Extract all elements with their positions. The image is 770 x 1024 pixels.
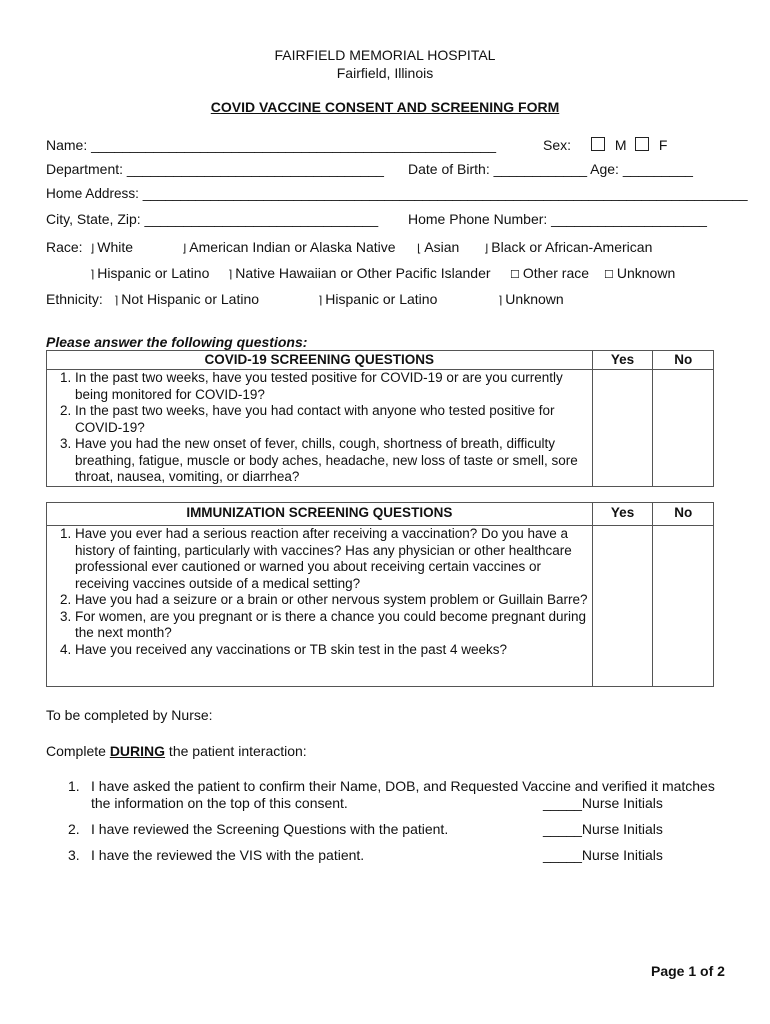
sex-label: Sex: (543, 137, 572, 153)
race-option-unknown[interactable]: ☐ Unknown (604, 265, 676, 281)
immunization-yes-header: Yes (592, 503, 653, 526)
race-option-white[interactable]: ⌋ White (90, 239, 134, 255)
instructions: Please answer the following questions: (46, 334, 308, 350)
name-field[interactable]: Name: ____________________________________________________ (46, 137, 497, 153)
nurse-item-text: I have asked the patient to confirm their Name, DOB, and Requested Vaccine and verified it matches (91, 778, 715, 794)
covid-question: 3. Have you had the new onset of fever, chills, cough, shortness of breath, difficulty breathing, fatigue, muscle or body aches, headache, new loss of taste or smell, sore throat, nausea, vomiting, or diarrhea? (75, 436, 592, 486)
nurse-intro: To be completed by Nurse: (46, 707, 213, 723)
covid-screening-table (46, 350, 714, 487)
checkbox-icon[interactable]: ⌉ (90, 269, 95, 281)
checkbox-icon[interactable]: ⌉ (228, 269, 233, 281)
sex-f-label: F (658, 137, 668, 153)
race-option-black[interactable]: ⌋ Black or African-American (484, 239, 653, 255)
ethnicity-option-unknown[interactable]: ⌉ Unknown (498, 291, 564, 307)
immunization-question: 2. Have you had a seizure or a brain or other nervous system problem or Guillain Barre? (75, 592, 592, 609)
sex-f-option[interactable] (635, 137, 667, 153)
immunization-no-header: No (653, 503, 714, 526)
form-title: COVID VACCINE CONSENT AND SCREENING FORM (210, 99, 560, 115)
checkbox-icon[interactable]: ⌉ (318, 295, 323, 307)
race-option-hispanic[interactable]: ⌉ Hispanic or Latino (90, 265, 210, 281)
during-emphasis: DURING (109, 743, 166, 759)
nurse-initials-field[interactable]: _____Nurse Initials (543, 847, 663, 863)
covid-yes-cell[interactable] (592, 370, 653, 487)
race-option-american-indian[interactable]: ⌋ American Indian or Alaska Native (182, 239, 396, 255)
sex-m-label: M (614, 137, 627, 153)
immunization-question-list (47, 526, 592, 658)
hospital-name: FAIRFIELD MEMORIAL HOSPITAL (274, 47, 496, 63)
checkbox-icon[interactable]: ⌋ (182, 243, 187, 255)
department-field[interactable]: Department: _________________________________ (46, 161, 384, 177)
immunization-screening-table (46, 502, 714, 687)
covid-yes-header: Yes (592, 351, 653, 370)
checkbox-icon[interactable] (591, 137, 605, 151)
race-option-native-hawaiian[interactable]: ⌉ Native Hawaiian or Other Pacific Islander (228, 265, 491, 281)
hospital-city: Fairfield, Illinois (336, 65, 434, 81)
race-label: Race: (46, 239, 83, 255)
immunization-question: 3. For women, are you pregnant or is there a chance you could become pregnant during the next month? (75, 609, 592, 642)
immunization-no-cell[interactable] (653, 526, 714, 687)
race-option-asian[interactable]: ⌊ Asian (417, 239, 460, 255)
race-option-other[interactable]: ☐ Other race (510, 265, 590, 281)
covid-question: 2. In the past two weeks, have you had contact with anyone who tested positive for COVID-19? (75, 403, 592, 436)
immunization-yes-cell[interactable] (592, 526, 653, 687)
nurse-initials-field[interactable]: _____Nurse Initials (543, 795, 663, 811)
sex-m-option[interactable] (591, 137, 627, 153)
immunization-table-header: IMMUNIZATION SCREENING QUESTIONS (47, 503, 593, 526)
nurse-item-text: I have reviewed the Screening Questions with the patient. (91, 821, 449, 837)
checkbox-icon[interactable]: ☐ (604, 269, 614, 281)
checkbox-icon[interactable]: ⌋ (484, 243, 489, 255)
checkbox-icon[interactable]: ⌋ (90, 243, 95, 255)
nurse-item-text: I have the reviewed the VIS with the patient. (91, 847, 365, 863)
nurse-complete-instruction: Complete DURING the patient interaction: (46, 743, 307, 759)
ethnicity-option-hispanic[interactable]: ⌉ Hispanic or Latino (318, 291, 438, 307)
nurse-item-number: 3. (68, 847, 80, 863)
nurse-initials-field[interactable]: _____Nurse Initials (543, 821, 663, 837)
checkbox-icon[interactable]: ⌊ (417, 243, 422, 255)
checkbox-icon[interactable] (635, 137, 649, 151)
covid-question-list (47, 370, 592, 486)
immunization-question: 1. Have you ever had a serious reaction after receiving a vaccination? Do you have a history of fainting, particularly with vaccines? Has any physician or other healthcare professional ever cautioned or warned you about receiving certain vaccines or receiving vaccines outside of a medical setting? (75, 526, 592, 592)
ethnicity-label: Ethnicity: (46, 291, 103, 307)
checkbox-icon[interactable]: ⌉ (114, 295, 119, 307)
immunization-question: 4. Have you received any vaccinations or TB skin test in the past 4 weeks? (75, 642, 592, 659)
nurse-item-number: 1. (68, 778, 80, 794)
city-state-zip-field[interactable]: City, State, Zip: ______________________________ (46, 211, 379, 227)
checkbox-icon[interactable]: ☐ (510, 269, 520, 281)
nurse-item-text: the information on the top of this consent. (91, 795, 348, 811)
covid-no-header: No (653, 351, 714, 370)
nurse-item-number: 2. (68, 821, 80, 837)
dob-age-field[interactable]: Date of Birth: ____________ Age: _________ (408, 161, 693, 177)
home-address-field[interactable]: Home Address: ________________________________________________________________________________ (46, 186, 748, 201)
covid-question: 1. In the past two weeks, have you tested positive for COVID-19 or are you currently being monitored for COVID-19? (75, 370, 592, 403)
covid-no-cell[interactable] (653, 370, 714, 487)
checkbox-icon[interactable]: ⌉ (498, 295, 503, 307)
ethnicity-option-not-hispanic[interactable]: ⌉ Not Hispanic or Latino (114, 291, 260, 307)
covid-table-header: COVID-19 SCREENING QUESTIONS (47, 351, 593, 370)
page-number: Page 1 of 2 (651, 963, 725, 979)
home-phone-field[interactable]: Home Phone Number: ____________________ (408, 211, 707, 227)
